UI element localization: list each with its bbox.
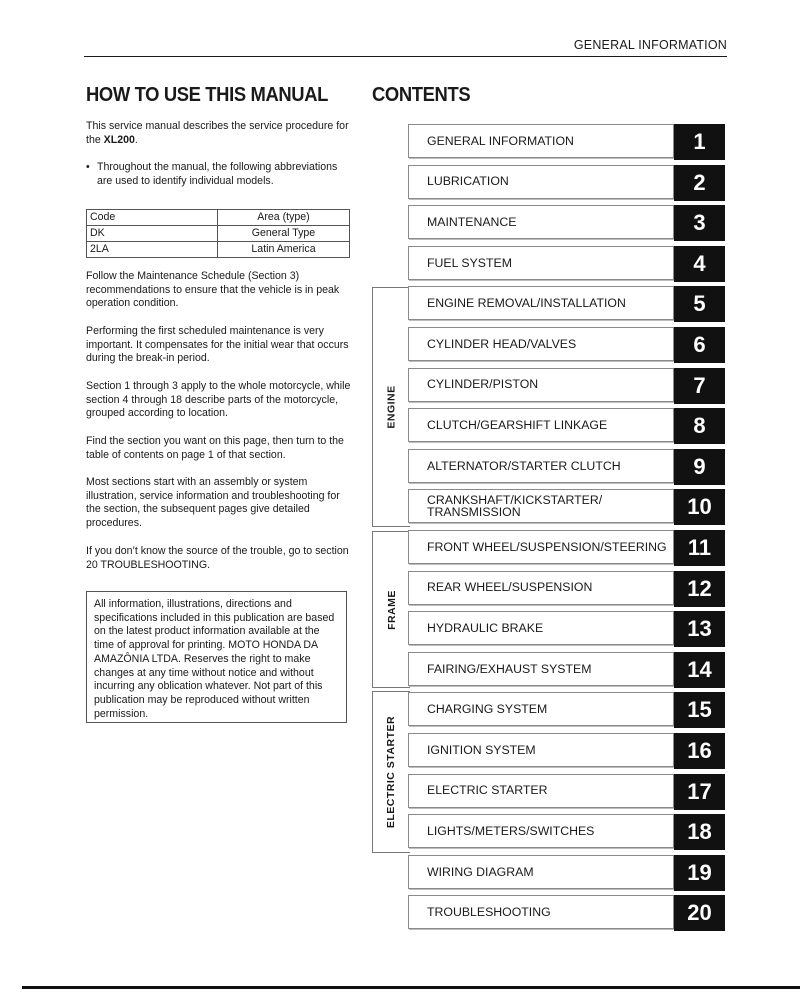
paragraph-first-maintenance: Performing the first scheduled maintenance is very important. It compensates for the initial wear that occurs during the break-in period.	[86, 325, 349, 365]
contents-item-title: CHARGING SYSTEM	[408, 692, 674, 726]
group-label-frame: FRAME	[385, 589, 398, 630]
contents-item-title: LIGHTS/METERS/SWITCHES	[408, 814, 674, 848]
paragraph-troubleshooting: If you don’t know the source of the trouble, go to section 20 TROUBLESHOOTING.	[86, 545, 349, 571]
table-cell-area: Latin America	[218, 242, 350, 258]
contents-item-12[interactable]	[408, 571, 725, 607]
section-number-tab: 15	[674, 692, 725, 728]
table-row	[87, 242, 350, 258]
contents-item-title: FUEL SYSTEM	[408, 246, 674, 280]
model-name: XL200	[103, 133, 135, 146]
how-to-use-section	[86, 84, 351, 720]
section-number-tab: 14	[674, 652, 725, 688]
contents-item-10[interactable]	[408, 489, 725, 525]
contents-item-title: TROUBLESHOOTING	[408, 895, 674, 929]
paragraph-section-scope: Section 1 through 3 apply to the whole motorcycle, while section 4 through 18 describe parts of the motorcycle, grouped according to location.	[86, 380, 351, 420]
contents-item-9[interactable]	[408, 449, 725, 485]
contents-item-5[interactable]	[408, 286, 725, 322]
section-number-tab: 13	[674, 611, 725, 647]
contents-item-20[interactable]	[408, 895, 725, 931]
section-number-tab: 16	[674, 733, 725, 769]
contents-item-title: ALTERNATOR/STARTER CLUTCH	[408, 449, 674, 483]
contents-item-15[interactable]	[408, 692, 725, 728]
contents-item-11[interactable]	[408, 530, 725, 566]
contents-item-title: ENGINE REMOVAL/INSTALLATION	[408, 286, 674, 320]
paragraph-find-section: Find the section you want on this page, then turn to the table of contents on page 1 of that section.	[86, 435, 344, 461]
contents-item-13[interactable]	[408, 611, 725, 647]
model-code-table	[86, 209, 350, 258]
paragraph-maintenance-schedule: Follow the Maintenance Schedule (Section 3) recommendations to ensure that the vehicle is in peak operation condition.	[86, 270, 340, 310]
contents-item-6[interactable]	[408, 327, 725, 363]
contents-item-title: CYLINDER/PISTON	[408, 368, 674, 402]
abbreviation-bullet	[86, 161, 351, 188]
section-number-tab: 12	[674, 571, 725, 607]
contents-item-title: REAR WHEEL/SUSPENSION	[408, 571, 674, 605]
section-number-tab: 5	[674, 286, 725, 322]
table-cell-code: DK	[87, 226, 218, 242]
contents-item-1[interactable]	[408, 124, 725, 160]
contents-item-8[interactable]	[408, 408, 725, 444]
contents-item-title: FAIRING/EXHAUST SYSTEM	[408, 652, 674, 686]
intro-paragraph	[86, 120, 351, 147]
section-number-tab: 7	[674, 368, 725, 404]
table-header-code: Code	[87, 210, 218, 226]
contents-item-19[interactable]	[408, 855, 725, 891]
section-number-tab: 19	[674, 855, 725, 891]
intro-end: .	[134, 133, 138, 146]
section-number-tab: 18	[674, 814, 725, 850]
section-number-tab: 10	[674, 489, 725, 525]
page-header: GENERAL INFORMATION	[573, 38, 727, 52]
group-label-engine: ENGINE	[385, 385, 398, 429]
contents-item-title: MAINTENANCE	[408, 205, 674, 239]
contents-item-title: GENERAL INFORMATION	[408, 124, 674, 158]
how-to-use-heading: HOW TO USE THIS MANUAL	[86, 84, 329, 106]
section-number-tab: 4	[674, 246, 725, 282]
bullet-dot: •	[86, 161, 90, 173]
group-frame	[372, 531, 410, 688]
contents-item-18[interactable]	[408, 814, 725, 850]
group-engine	[372, 287, 410, 527]
section-number-tab: 9	[674, 449, 725, 485]
section-number-tab: 1	[674, 124, 725, 160]
table-row	[87, 226, 350, 242]
header-rule	[84, 56, 727, 57]
section-number-tab: 17	[674, 774, 725, 810]
contents-item-4[interactable]	[408, 246, 725, 282]
contents-item-14[interactable]	[408, 652, 725, 688]
group-label-electric-starter: ELECTRIC STARTER	[385, 715, 398, 829]
contents-item-title: CYLINDER HEAD/VALVES	[408, 327, 674, 361]
contents-item-title: HYDRAULIC BRAKE	[408, 611, 674, 645]
contents-item-17[interactable]	[408, 774, 725, 810]
contents-item-2[interactable]	[408, 165, 725, 201]
group-electric-starter	[372, 691, 410, 853]
table-header-area: Area (type)	[218, 210, 350, 226]
table-header-row	[87, 210, 350, 226]
intro-text: This service manual describes the service procedure for the	[86, 120, 349, 146]
contents-heading: CONTENTS	[372, 84, 471, 106]
copyright-notice: All information, illustrations, directions and specifications included in this publication are based on the latest product information available at the time of approval for printing. MOTO HONDA DA AMAZÔNIA LTDA. Reserves the right to make changes at any time without notice and without incurring any oblication whatever. Not part of this publication may be reproduced without written permission.	[86, 591, 347, 723]
contents-item-title: CLUTCH/GEARSHIFT LINKAGE	[408, 408, 674, 442]
contents-item-16[interactable]	[408, 733, 725, 769]
bottom-rule	[22, 986, 800, 989]
section-number-tab: 11	[674, 530, 725, 566]
contents-item-title: LUBRICATION	[408, 165, 674, 199]
section-number-tab: 3	[674, 205, 725, 241]
section-number-tab: 2	[674, 165, 725, 201]
contents-item-title: FRONT WHEEL/SUSPENSION/STEERING	[408, 530, 674, 564]
section-number-tab: 8	[674, 408, 725, 444]
contents-item-3[interactable]	[408, 205, 725, 241]
contents-item-title: ELECTRIC STARTER	[408, 774, 674, 808]
table-cell-area: General Type	[218, 226, 350, 242]
contents-item-title: CRANKSHAFT/KICKSTARTER/ TRANSMISSION	[408, 489, 674, 523]
contents-item-7[interactable]	[408, 368, 725, 404]
table-cell-code: 2LA	[87, 242, 218, 258]
contents-item-title: WIRING DIAGRAM	[408, 855, 674, 889]
paragraph-section-structure: Most sections start with an assembly or system illustration, service information and troubleshooting for the section, the subsequent pages give detailed procedures.	[86, 476, 340, 530]
contents-item-title: IGNITION SYSTEM	[408, 733, 674, 767]
section-number-tab: 20	[674, 895, 725, 931]
bullet-text: Throughout the manual, the following abbreviations are used to identify individual models.	[97, 161, 338, 187]
section-number-tab: 6	[674, 327, 725, 363]
